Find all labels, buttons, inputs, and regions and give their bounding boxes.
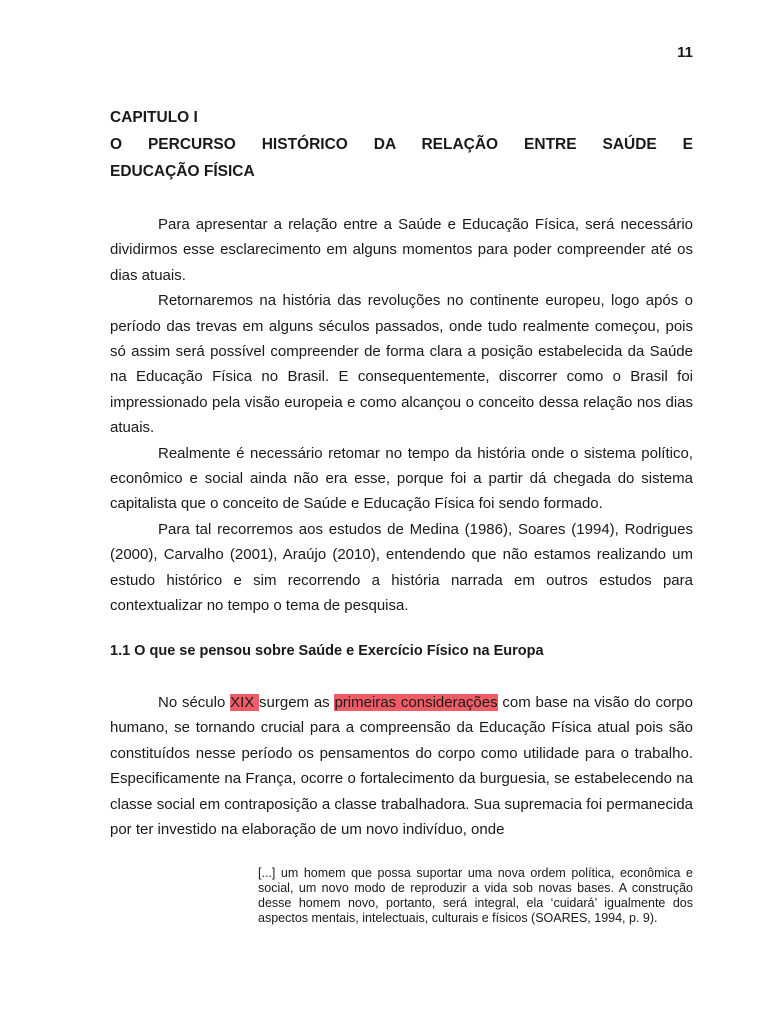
text-run: surgem as (259, 694, 335, 711)
chapter-title-line-1: O PERCURSO HISTÓRICO DA RELAÇÃO ENTRE SAÚDE E (110, 136, 693, 153)
paragraph: Retornaremos na história das revoluções no continente europeu, logo após o período das trevas em alguns séculos passados, onde tudo realmente começou, pois só assim será possível compreender de forma clara a posição estabelecida da Saúde na Educação Física no Brasil. E consequentemente, discorrer como o Brasil foi impressionado pela visão europeia e como alcançou o conceito dessa relação nos dias atuais. (110, 292, 693, 437)
paragraph: Para apresentar a relação entre a Saúde e Educação Física, será necessário dividirmos esse esclarecimento em alguns momentos para poder compreender até os dias atuais. (110, 216, 693, 284)
page-number: 11 (677, 44, 693, 61)
paragraph: Para tal recorremos aos estudos de Medina (1986), Soares (1994), Rodrigues (2000), Carvalho (2001), Araújo (2010), entendendo que não estamos realizando um estudo histórico e sim recorrendo a história narrada em outros estudos para contextualizar no tempo o tema de pesquisa. (110, 520, 693, 615)
chapter-label: CAPITULO I (110, 109, 198, 126)
text-run: No século (158, 694, 231, 711)
chapter-heading (110, 104, 693, 185)
highlighted-text: XIX (230, 694, 260, 711)
intro-body (110, 212, 693, 619)
paragraph: Realmente é necessário retomar no tempo da história onde o sistema político, econômico e social ainda não era esse, porque foi a partir dá chegada do sistema capitalista que o conceito de Saúde e Educação Física foi sendo formado. (110, 444, 693, 513)
text-run: com base na visão do corpo humano, se tornando crucial para a compreensão da Educação Física atual pois são constituídos nesse período os pensamentos do corpo como utilidade para o trabalho. Especificamente na França, ocorre o fortalecimento da burguesia, se estabelecendo na classe social em contraposição a classe trabalhadora. Sua supremacia foi permanecida por ter investido na elaboração de um novo indivíduo, onde (110, 694, 693, 839)
section-heading: 1.1 O que se pensou sobre Saúde e Exercício Físico na Europa (110, 643, 544, 659)
block-quote: [...] um homem que possa suportar uma nova ordem política, econômica e social, um novo modo de reproduzir a vida sob novas bases. A construção desse homem novo, portanto, será integral, ela ‘cuidará’ igualmente dos aspectos mentais, intelectuais, culturais e físicos (SOARES, 1994, p. 9). (258, 866, 693, 925)
highlighted-text: primeiras considerações (334, 694, 498, 711)
chapter-title-line-2: EDUCAÇÃO FÍSICA (110, 163, 255, 180)
section-paragraph (110, 690, 693, 842)
section-body (110, 690, 693, 842)
